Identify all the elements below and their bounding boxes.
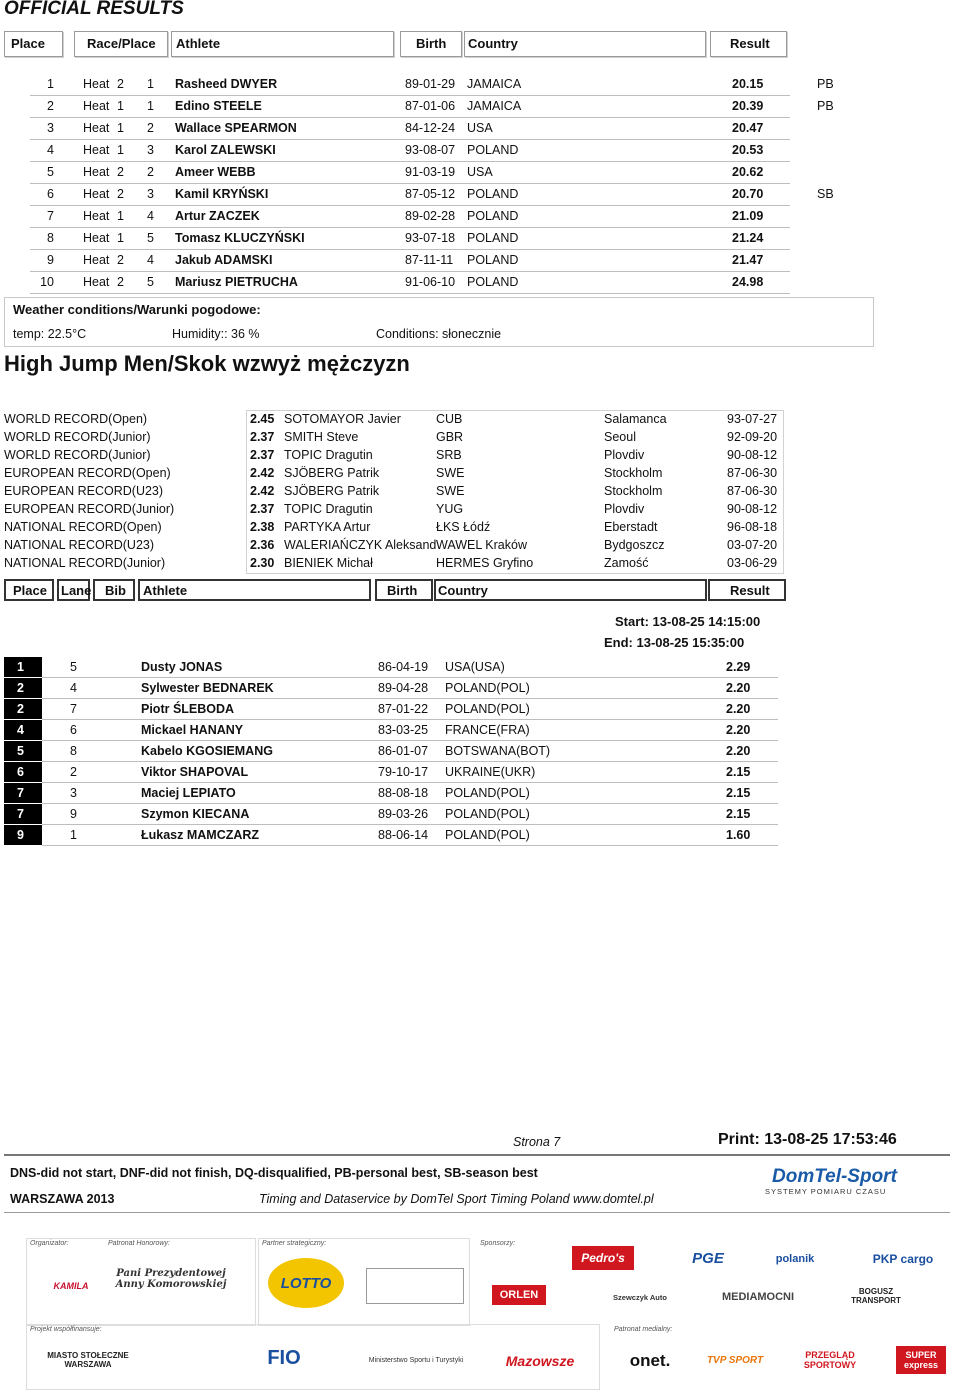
cell-pos: 4 xyxy=(147,209,154,223)
start-time: Start: 13-08-25 14:15:00 xyxy=(615,614,761,629)
cell-place: 8 xyxy=(47,231,54,245)
record-label: WORLD RECORD(Open) xyxy=(4,412,148,426)
cell-heat-no: 1 xyxy=(117,209,124,223)
cell-result: 20.70 xyxy=(732,187,764,201)
cell-birth: 91-06-10 xyxy=(405,275,456,289)
mediamocni-logo: MEDIAMOCNI xyxy=(721,1291,795,1303)
cell-birth: 84-12-24 xyxy=(405,121,456,135)
cell-pos: 5 xyxy=(147,275,154,289)
result-row xyxy=(4,720,778,741)
record-place: Plovdiv xyxy=(604,448,645,462)
record-date: 03-06-29 xyxy=(727,556,778,570)
record-label: EUROPEAN RECORD(U23) xyxy=(4,484,164,498)
cell-birth: 87-11-11 xyxy=(405,253,454,267)
cell-result: 2.15 xyxy=(726,765,751,779)
cell-athlete: Kabelo KGOSIEMANG xyxy=(141,744,273,758)
cell-birth: 93-07-18 xyxy=(405,231,456,245)
header-result: Result xyxy=(710,31,787,57)
record-country: WAWEL Kraków xyxy=(436,538,527,552)
cell-heat: Heat xyxy=(83,121,110,135)
final-header-athlete: Athlete xyxy=(138,579,371,601)
cell-pos: 5 xyxy=(147,231,154,245)
weather-box xyxy=(4,297,874,347)
cell-result: 21.24 xyxy=(732,231,764,245)
final-header-birth: Birth xyxy=(375,579,433,601)
cell-lane: 7 xyxy=(70,702,77,716)
cell-athlete: Edino STEELE xyxy=(175,99,262,113)
cell-country: POLAND xyxy=(467,231,519,245)
cell-country: JAMAICA xyxy=(467,77,522,91)
cell-note: PB xyxy=(817,77,834,91)
cell-athlete: Łukasz MAMCZARZ xyxy=(141,828,260,842)
cell-country: POLAND(POL) xyxy=(445,702,530,716)
cell-heat: Heat xyxy=(83,143,110,157)
cell-country: POLAND(POL) xyxy=(445,807,530,821)
table-row xyxy=(0,228,790,250)
onet-logo: onet. xyxy=(629,1351,671,1370)
record-athlete: SJÖBERG Patrik xyxy=(284,484,380,498)
sponsors-label: Sponsorzy: xyxy=(480,1240,516,1247)
final-header-bib: Bib xyxy=(93,579,135,601)
cell-country: POLAND(POL) xyxy=(445,681,530,695)
record-label: WORLD RECORD(Junior) xyxy=(4,430,151,444)
record-country: SWE xyxy=(436,466,465,480)
cell-country: BOTSWANA(BOT) xyxy=(445,744,551,758)
cell-heat-no: 1 xyxy=(117,99,124,113)
row-divider xyxy=(42,845,778,846)
table-row xyxy=(0,184,834,206)
cell-athlete: Szymon KIECANA xyxy=(141,807,250,821)
cell-heat-no: 2 xyxy=(117,253,124,267)
cell-result: 21.47 xyxy=(732,253,764,267)
cell-heat: Heat xyxy=(83,99,110,113)
result-row xyxy=(4,741,778,762)
footer-legend: DNS-did not start, DNF-did not finish, DQ-disqualified, PB-personal best, SB-season best xyxy=(10,1166,538,1180)
cell-heat: Heat xyxy=(83,209,110,223)
weather-conditions: Conditions: słonecznie xyxy=(376,327,502,341)
cell-birth: 86-04-19 xyxy=(378,660,429,674)
record-place: Salamanca xyxy=(604,412,667,426)
table-row xyxy=(0,250,790,272)
cell-athlete: Mickael HANANY xyxy=(141,723,244,737)
footer-timing: Timing and Dataservice by DomTel Sport Timing Poland www.domtel.pl xyxy=(259,1192,654,1206)
record-country: SWE xyxy=(436,484,465,498)
weather-humidity: Humidity:: 36 % xyxy=(172,327,260,341)
cell-birth: 91-03-19 xyxy=(405,165,456,179)
cell-pos: 2 xyxy=(147,121,154,135)
cell-heat: Heat xyxy=(83,275,110,289)
record-place: Seoul xyxy=(604,430,636,444)
record-mark: 2.37 xyxy=(250,448,275,462)
cell-result: 20.15 xyxy=(732,77,764,91)
record-row xyxy=(0,555,782,573)
cell-athlete: Dusty JONAS xyxy=(141,660,223,674)
cell-lane: 8 xyxy=(70,744,77,758)
cell-athlete: Tomasz KLUCZYŃSKI xyxy=(175,231,305,245)
cell-birth: 79-10-17 xyxy=(378,765,429,779)
cell-birth: 93-08-07 xyxy=(405,143,456,157)
record-label: NATIONAL RECORD(U23) xyxy=(4,538,155,552)
cell-lane: 1 xyxy=(70,828,77,842)
warszawa-logo: MIASTO STOŁECZNE WARSZAWA xyxy=(47,1351,129,1369)
header-race-place: Race/Place xyxy=(74,31,168,57)
event-title: High Jump Men/Skok wzwyż mężczyzn xyxy=(4,351,410,376)
header-birth: Birth xyxy=(400,31,462,57)
table-row xyxy=(0,162,790,184)
final-header-place: Place xyxy=(4,579,54,601)
cell-pos: 3 xyxy=(147,143,154,157)
header-athlete: Athlete xyxy=(171,31,394,57)
record-mark: 2.38 xyxy=(250,520,275,534)
cell-heat-no: 2 xyxy=(117,165,124,179)
result-row xyxy=(4,678,778,699)
record-athlete: BIENIEK Michał xyxy=(284,556,373,570)
cell-place: 2 xyxy=(4,678,42,698)
cell-birth: 88-06-14 xyxy=(378,828,429,842)
pfn-logo xyxy=(366,1268,464,1304)
record-place: Eberstadt xyxy=(604,520,658,534)
final-header-country: Country xyxy=(434,579,707,601)
cell-birth: 87-05-12 xyxy=(405,187,456,201)
domtel-tagline: SYSTEMY POMIARU CZASU xyxy=(765,1187,887,1196)
cell-athlete: Artur ZACZEK xyxy=(175,209,260,223)
bogusz-logo: BOGUSZ TRANSPORT xyxy=(851,1287,901,1305)
record-date: 96-08-18 xyxy=(727,520,778,534)
record-athlete: TOPIC Dragutin xyxy=(284,448,373,462)
record-athlete: PARTYKA Artur xyxy=(284,520,371,534)
cell-pos: 1 xyxy=(147,77,154,91)
cell-heat-no: 1 xyxy=(117,231,124,245)
result-row xyxy=(4,804,778,825)
cell-pos: 1 xyxy=(147,99,154,113)
cofinance-label: Projekt współfinansuje: xyxy=(30,1326,102,1333)
cell-athlete: Viktor SHAPOVAL xyxy=(141,765,249,779)
cell-result: 20.39 xyxy=(732,99,764,113)
cell-lane: 6 xyxy=(70,723,77,737)
footer-rule-bottom xyxy=(4,1212,950,1213)
cell-heat: Heat xyxy=(83,187,110,201)
cell-place: 9 xyxy=(47,253,54,267)
cell-place: 2 xyxy=(47,99,54,113)
cell-pos: 3 xyxy=(147,187,154,201)
cell-lane: 4 xyxy=(70,681,77,695)
record-athlete: WALERIAŃCZYK Aleksand xyxy=(284,538,437,552)
record-mark: 2.30 xyxy=(250,556,275,570)
record-country: ŁKS Łódź xyxy=(436,520,491,534)
record-date: 92-09-20 xyxy=(727,430,778,444)
record-mark: 2.45 xyxy=(250,412,275,426)
sports-mascot-logo xyxy=(150,1338,214,1382)
cell-result: 2.20 xyxy=(726,702,751,716)
cell-place: 10 xyxy=(40,275,54,289)
record-date: 87-06-30 xyxy=(727,484,778,498)
cell-country: JAMAICA xyxy=(467,99,522,113)
cell-birth: 83-03-25 xyxy=(378,723,429,737)
weather-title: Weather conditions/Warunki pogodowe: xyxy=(13,302,261,317)
cell-athlete: Sylwester BEDNAREK xyxy=(141,681,274,695)
record-row xyxy=(0,447,782,465)
cell-country: POLAND(POL) xyxy=(445,786,530,800)
record-label: WORLD RECORD(Junior) xyxy=(4,448,151,462)
table-row xyxy=(0,74,834,96)
footer-rule xyxy=(4,1154,950,1156)
record-mark: 2.42 xyxy=(250,484,275,498)
cell-result: 20.47 xyxy=(732,121,764,135)
cell-result: 2.15 xyxy=(726,807,751,821)
cell-heat-no: 2 xyxy=(117,187,124,201)
cell-place: 9 xyxy=(4,825,42,845)
cell-country: USA xyxy=(467,121,493,135)
cell-country: POLAND(POL) xyxy=(445,828,530,842)
cell-athlete: Wallace SPEARMON xyxy=(175,121,297,135)
pkp-cargo-logo: PKP cargo xyxy=(872,1252,934,1266)
super-express-logo: SUPER express xyxy=(896,1346,946,1374)
cell-pos: 2 xyxy=(147,165,154,179)
final-header-result: Result xyxy=(708,579,786,601)
cell-place: 6 xyxy=(47,187,54,201)
cell-birth: 89-01-29 xyxy=(405,77,456,91)
cell-athlete: Rasheed DWYER xyxy=(175,77,278,91)
record-country: HERMES Gryfino xyxy=(436,556,534,570)
cell-heat-no: 2 xyxy=(117,275,124,289)
record-row xyxy=(0,537,782,555)
cell-heat: Heat xyxy=(83,165,110,179)
cell-country: POLAND xyxy=(467,143,519,157)
record-athlete: SOTOMAYOR Javier xyxy=(284,412,401,426)
print-timestamp: Print: 13-08-25 17:53:46 xyxy=(718,1131,897,1148)
record-athlete: SJÖBERG Patrik xyxy=(284,466,380,480)
record-label: NATIONAL RECORD(Junior) xyxy=(4,556,166,570)
record-mark: 2.42 xyxy=(250,466,275,480)
record-mark: 2.37 xyxy=(250,430,275,444)
cell-place: 3 xyxy=(47,121,54,135)
cell-result: 2.15 xyxy=(726,786,751,800)
cell-result: 20.62 xyxy=(732,165,764,179)
cell-place: 7 xyxy=(47,209,54,223)
orlen-logo: ORLEN xyxy=(492,1285,546,1305)
record-date: 03-07-20 xyxy=(727,538,778,552)
cell-place: 7 xyxy=(4,804,42,824)
table-row xyxy=(0,272,790,294)
cell-lane: 2 xyxy=(70,765,77,779)
cell-birth: 89-04-28 xyxy=(378,681,429,695)
cell-birth: 87-01-06 xyxy=(405,99,456,113)
record-place: Stockholm xyxy=(604,466,663,480)
honorary-label: Patronat Honorowy: xyxy=(108,1240,170,1247)
cell-country: POLAND xyxy=(467,275,519,289)
cell-country: USA(USA) xyxy=(445,660,505,674)
domtel-logo: DomTel-Sport xyxy=(772,1166,897,1187)
result-row xyxy=(4,825,778,846)
cell-birth: 89-02-28 xyxy=(405,209,456,223)
record-place: Plovdiv xyxy=(604,502,645,516)
cell-pos: 4 xyxy=(147,253,154,267)
fio-logo: FIO xyxy=(267,1346,301,1369)
strategic-label: Partner strategiczny: xyxy=(262,1240,327,1247)
cell-athlete: Maciej LEPIATO xyxy=(141,786,236,800)
lotto-logo: LOTTO xyxy=(268,1258,344,1308)
record-row xyxy=(0,411,782,429)
record-row xyxy=(0,519,782,537)
page-title: OFFICIAL RESULTS xyxy=(4,0,184,19)
record-athlete: SMITH Steve xyxy=(284,430,359,444)
cell-country: POLAND xyxy=(467,187,519,201)
cell-place: 7 xyxy=(4,783,42,803)
cell-athlete: Mariusz PIETRUCHA xyxy=(175,275,298,289)
record-mark: 2.37 xyxy=(250,502,275,516)
cell-note: SB xyxy=(817,187,834,201)
ministry-logo: Ministerstwo Sportu i Turystyki xyxy=(368,1356,464,1364)
cell-heat: Heat xyxy=(83,77,110,91)
record-row xyxy=(0,483,782,501)
cell-country: POLAND xyxy=(467,253,519,267)
mazowsze-logo: Mazowsze xyxy=(505,1353,575,1369)
cell-athlete: Jakub ADAMSKI xyxy=(175,253,273,267)
cell-heat-no: 1 xyxy=(117,121,124,135)
record-date: 87-06-30 xyxy=(727,466,778,480)
cell-lane: 3 xyxy=(70,786,77,800)
organizer-label: Organizator: xyxy=(30,1240,69,1247)
cell-place: 1 xyxy=(47,77,54,91)
record-country: YUG xyxy=(436,502,464,516)
cell-lane: 5 xyxy=(70,660,77,674)
end-time: End: 13-08-25 15:35:00 xyxy=(604,635,745,650)
cell-athlete: Karol ZALEWSKI xyxy=(175,143,276,157)
pge-logo: PGE xyxy=(692,1249,724,1267)
cell-athlete: Piotr ŚLEBODA xyxy=(141,702,235,716)
cell-birth: 89-03-26 xyxy=(378,807,429,821)
table-row xyxy=(0,118,790,140)
record-date: 93-07-27 xyxy=(727,412,778,426)
result-row xyxy=(4,699,778,720)
header-country: Country xyxy=(464,31,706,57)
kamila-logo: KAMILA xyxy=(53,1281,89,1291)
record-country: GBR xyxy=(436,430,464,444)
record-row xyxy=(0,429,782,447)
szewczyk-logo: Szewczyk Auto xyxy=(613,1292,667,1302)
honorary-patron: Pani Prezydentowej Anny Komorowskiej xyxy=(115,1268,227,1290)
record-row xyxy=(0,465,782,483)
page-number: Strona 7 xyxy=(513,1135,561,1149)
pedros-logo: Pedro's xyxy=(572,1246,634,1270)
tvp-sport-logo: TVP SPORT xyxy=(706,1354,764,1366)
cell-result: 2.20 xyxy=(726,744,751,758)
przeglad-sportowy-logo: PRZEGLĄD SPORTOWY xyxy=(803,1350,857,1370)
cell-result: 1.60 xyxy=(726,828,751,842)
result-row xyxy=(4,657,778,678)
cell-country: POLAND xyxy=(467,209,519,223)
cell-country: USA xyxy=(467,165,493,179)
cell-place: 1 xyxy=(4,657,42,677)
record-country: CUB xyxy=(436,412,463,426)
cell-birth: 87-01-22 xyxy=(378,702,429,716)
record-place: Bydgoszcz xyxy=(604,538,665,552)
footer-event: WARSZAWA 2013 xyxy=(10,1192,115,1206)
record-place: Zamość xyxy=(604,556,649,570)
polanik-logo: polanik xyxy=(775,1253,815,1265)
cell-result: 2.20 xyxy=(726,723,751,737)
cell-country: FRANCE(FRA) xyxy=(445,723,530,737)
cell-note: PB xyxy=(817,99,834,113)
cell-heat-no: 2 xyxy=(117,77,124,91)
cell-result: 24.98 xyxy=(732,275,764,289)
weather-temp: temp: 22.5°C xyxy=(13,327,87,341)
cell-result: 2.29 xyxy=(726,660,751,674)
cell-country: UKRAINE(UKR) xyxy=(445,765,536,779)
record-label: EUROPEAN RECORD(Junior) xyxy=(4,502,175,516)
cell-athlete: Kamil KRYŃSKI xyxy=(175,187,269,201)
cell-result: 20.53 xyxy=(732,143,764,157)
record-place: Stockholm xyxy=(604,484,663,498)
cell-place: 2 xyxy=(4,699,42,719)
record-mark: 2.36 xyxy=(250,538,275,552)
record-row xyxy=(0,501,782,519)
final-header-lane: Lane xyxy=(57,579,90,601)
record-label: EUROPEAN RECORD(Open) xyxy=(4,466,171,480)
cell-place: 4 xyxy=(4,720,42,740)
record-date: 90-08-12 xyxy=(727,502,778,516)
cell-result: 2.20 xyxy=(726,681,751,695)
cell-place: 4 xyxy=(47,143,54,157)
cell-place: 6 xyxy=(4,762,42,782)
record-country: SRB xyxy=(436,448,462,462)
table-row xyxy=(0,206,790,228)
media-label: Patronat medialny: xyxy=(614,1326,673,1333)
cell-heat: Heat xyxy=(83,253,110,267)
record-date: 90-08-12 xyxy=(727,448,778,462)
cell-birth: 88-08-18 xyxy=(378,786,429,800)
header-place: Place xyxy=(4,31,63,57)
cell-athlete: Ameer WEBB xyxy=(175,165,256,179)
result-row xyxy=(4,783,778,804)
cell-heat-no: 1 xyxy=(117,143,124,157)
table-row xyxy=(0,96,834,118)
cell-lane: 9 xyxy=(70,807,77,821)
result-row xyxy=(4,762,778,783)
cell-place: 5 xyxy=(47,165,54,179)
cell-heat: Heat xyxy=(83,231,110,245)
record-label: NATIONAL RECORD(Open) xyxy=(4,520,162,534)
cell-result: 21.09 xyxy=(732,209,764,223)
row-divider xyxy=(30,293,790,294)
record-athlete: TOPIC Dragutin xyxy=(284,502,373,516)
table-row xyxy=(0,140,790,162)
cell-birth: 86-01-07 xyxy=(378,744,429,758)
cell-place: 5 xyxy=(4,741,42,761)
